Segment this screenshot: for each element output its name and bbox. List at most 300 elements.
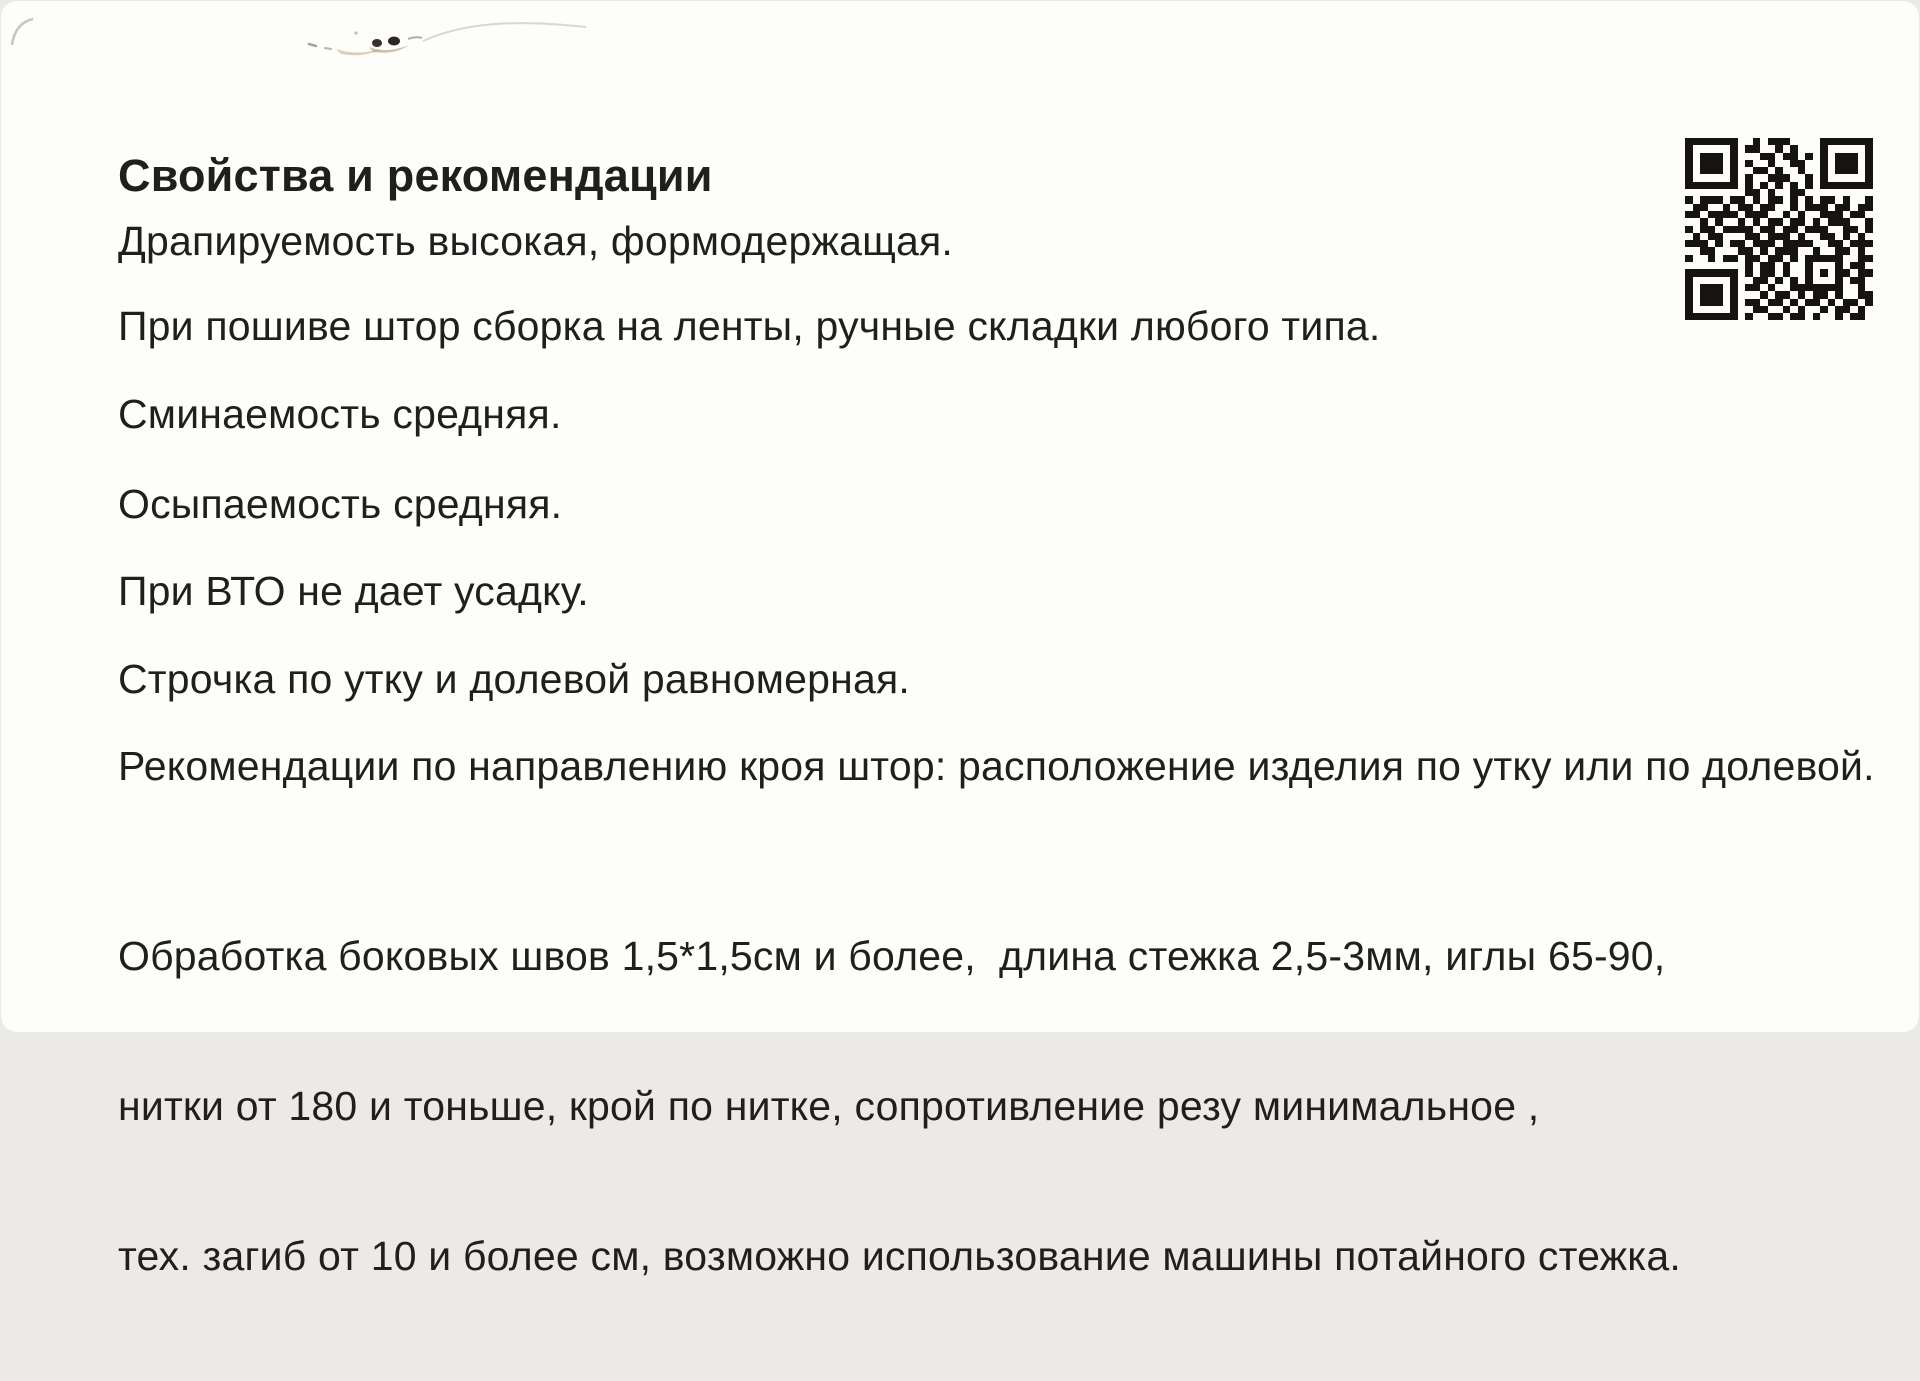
qr-module	[1813, 153, 1821, 160]
qr-module	[1723, 313, 1731, 320]
qr-module	[1753, 226, 1761, 233]
qr-module	[1820, 240, 1828, 247]
qr-module	[1858, 262, 1866, 269]
qr-module	[1730, 284, 1738, 291]
qr-module	[1828, 211, 1836, 218]
qr-module	[1700, 226, 1708, 233]
qr-module	[1790, 247, 1798, 254]
qr-module	[1850, 167, 1858, 174]
qr-module	[1738, 138, 1746, 145]
qr-module	[1835, 204, 1843, 211]
qr-module	[1730, 233, 1738, 240]
qr-module	[1865, 182, 1873, 189]
qr-module	[1700, 269, 1708, 276]
qr-module	[1850, 240, 1858, 247]
qr-module	[1708, 269, 1716, 276]
qr-module	[1708, 313, 1716, 320]
qr-module	[1745, 138, 1753, 145]
qr-module	[1768, 255, 1776, 262]
qr-module	[1820, 153, 1828, 160]
qr-module	[1850, 226, 1858, 233]
qr-module	[1775, 226, 1783, 233]
qr-module	[1828, 182, 1836, 189]
qr-module	[1685, 167, 1693, 174]
qr-module	[1760, 291, 1768, 298]
qr-module	[1843, 138, 1851, 145]
qr-module	[1715, 189, 1723, 196]
qr-module	[1828, 291, 1836, 298]
qr-module	[1835, 233, 1843, 240]
qr-module	[1835, 174, 1843, 181]
qr-module	[1820, 167, 1828, 174]
qr-module	[1865, 138, 1873, 145]
qr-module	[1835, 167, 1843, 174]
qr-module	[1820, 313, 1828, 320]
qr-module	[1790, 269, 1798, 276]
qr-module	[1805, 226, 1813, 233]
qr-module	[1768, 313, 1776, 320]
qr-module	[1753, 189, 1761, 196]
qr-module	[1685, 182, 1693, 189]
qr-module	[1783, 189, 1791, 196]
qr-module	[1783, 240, 1791, 247]
qr-module	[1775, 145, 1783, 152]
qr-module	[1828, 153, 1836, 160]
qr-module	[1753, 182, 1761, 189]
qr-module	[1723, 138, 1731, 145]
page-title: Свойства и рекомендации	[118, 150, 713, 202]
qr-module	[1708, 233, 1716, 240]
qr-module	[1700, 255, 1708, 262]
qr-module	[1760, 299, 1768, 306]
qr-module	[1858, 138, 1866, 145]
qr-module	[1700, 313, 1708, 320]
qr-module	[1835, 299, 1843, 306]
qr-module	[1805, 189, 1813, 196]
qr-module	[1835, 138, 1843, 145]
qr-module	[1820, 196, 1828, 203]
qr-module	[1715, 204, 1723, 211]
qr-module	[1730, 247, 1738, 254]
qr-module	[1685, 160, 1693, 167]
qr-module	[1843, 284, 1851, 291]
qr-code	[1685, 138, 1873, 320]
qr-module	[1858, 153, 1866, 160]
qr-module	[1685, 233, 1693, 240]
qr-module	[1783, 262, 1791, 269]
qr-module	[1753, 196, 1761, 203]
qr-module	[1828, 313, 1836, 320]
qr-module	[1723, 226, 1731, 233]
qr-module	[1790, 196, 1798, 203]
qr-module	[1745, 153, 1753, 160]
qr-module	[1858, 145, 1866, 152]
qr-module	[1693, 313, 1701, 320]
qr-module	[1715, 218, 1723, 225]
qr-module	[1723, 167, 1731, 174]
qr-module	[1708, 277, 1716, 284]
qr-module	[1760, 262, 1768, 269]
qr-module	[1865, 313, 1873, 320]
qr-module	[1693, 284, 1701, 291]
qr-module	[1783, 182, 1791, 189]
qr-module	[1753, 262, 1761, 269]
qr-module	[1768, 240, 1776, 247]
body-line-crease: Сминаемость средняя.	[118, 391, 562, 437]
qr-module	[1835, 196, 1843, 203]
qr-module	[1730, 196, 1738, 203]
qr-module	[1828, 247, 1836, 254]
qr-module	[1730, 226, 1738, 233]
qr-module	[1693, 240, 1701, 247]
qr-module	[1745, 313, 1753, 320]
qr-module	[1715, 247, 1723, 254]
qr-module	[1685, 277, 1693, 284]
qr-module	[1738, 247, 1746, 254]
qr-module	[1850, 284, 1858, 291]
qr-module	[1738, 313, 1746, 320]
qr-module	[1738, 189, 1746, 196]
qr-module	[1753, 277, 1761, 284]
qr-module	[1745, 226, 1753, 233]
qr-module	[1715, 284, 1723, 291]
qr-module	[1738, 167, 1746, 174]
qr-module	[1768, 218, 1776, 225]
qr-module	[1798, 240, 1806, 247]
qr-module	[1738, 160, 1746, 167]
qr-module	[1835, 153, 1843, 160]
qr-module	[1828, 255, 1836, 262]
qr-module	[1730, 313, 1738, 320]
qr-module	[1753, 313, 1761, 320]
qr-module	[1843, 189, 1851, 196]
qr-module	[1805, 291, 1813, 298]
qr-module	[1805, 299, 1813, 306]
qr-module	[1820, 255, 1828, 262]
qr-module	[1813, 277, 1821, 284]
qr-module	[1738, 218, 1746, 225]
qr-module	[1768, 204, 1776, 211]
qr-module	[1730, 145, 1738, 152]
qr-module	[1693, 160, 1701, 167]
qr-module	[1790, 189, 1798, 196]
qr-module	[1730, 138, 1738, 145]
qr-module	[1805, 306, 1813, 313]
qr-module	[1745, 291, 1753, 298]
qr-module	[1850, 255, 1858, 262]
qr-module	[1700, 196, 1708, 203]
qr-module	[1768, 138, 1776, 145]
qr-module	[1723, 269, 1731, 276]
qr-module	[1790, 218, 1798, 225]
qr-module	[1730, 160, 1738, 167]
qr-module	[1790, 255, 1798, 262]
qr-module	[1738, 204, 1746, 211]
qr-module	[1723, 196, 1731, 203]
qr-module	[1708, 211, 1716, 218]
qr-module	[1693, 299, 1701, 306]
qr-module	[1700, 145, 1708, 152]
qr-module	[1843, 291, 1851, 298]
qr-module	[1738, 269, 1746, 276]
qr-module	[1820, 174, 1828, 181]
qr-module	[1813, 291, 1821, 298]
body-line-cut-recommendation: Рекомендации по направлению кроя штор: расположение изделия по утку или по долевой.	[118, 743, 1875, 789]
qr-module	[1760, 255, 1768, 262]
qr-module	[1760, 204, 1768, 211]
qr-module	[1858, 291, 1866, 298]
qr-module	[1738, 211, 1746, 218]
qr-module	[1813, 233, 1821, 240]
qr-module	[1685, 138, 1693, 145]
qr-module	[1738, 277, 1746, 284]
qr-module	[1760, 182, 1768, 189]
qr-module	[1708, 291, 1716, 298]
qr-module	[1760, 284, 1768, 291]
qr-module	[1685, 291, 1693, 298]
qr-module	[1700, 138, 1708, 145]
qr-module	[1708, 226, 1716, 233]
qr-module	[1760, 138, 1768, 145]
qr-module	[1783, 306, 1791, 313]
qr-module	[1745, 211, 1753, 218]
qr-module	[1813, 313, 1821, 320]
qr-module	[1708, 240, 1716, 247]
body-line-drape: Драпируемость высокая, формодержащая.	[118, 218, 954, 264]
qr-module	[1760, 153, 1768, 160]
qr-module	[1700, 284, 1708, 291]
qr-module	[1738, 182, 1746, 189]
paragraph-line-3: тех. загиб от 10 и более см, возможно использование машины потайного стежка.	[118, 1233, 1681, 1279]
qr-module	[1768, 167, 1776, 174]
qr-module	[1708, 189, 1716, 196]
qr-module	[1835, 291, 1843, 298]
qr-module	[1843, 167, 1851, 174]
qr-module	[1798, 160, 1806, 167]
qr-module	[1783, 269, 1791, 276]
qr-module	[1865, 153, 1873, 160]
qr-module	[1723, 306, 1731, 313]
qr-module	[1805, 284, 1813, 291]
qr-module	[1745, 174, 1753, 181]
qr-module	[1813, 196, 1821, 203]
body-line-stitch: Строчка по утку и долевой равномерная.	[118, 656, 910, 702]
qr-module	[1828, 269, 1836, 276]
qr-module	[1768, 226, 1776, 233]
qr-module	[1685, 255, 1693, 262]
qr-module	[1700, 306, 1708, 313]
qr-module	[1828, 138, 1836, 145]
qr-module	[1858, 167, 1866, 174]
qr-module	[1798, 153, 1806, 160]
qr-module	[1715, 240, 1723, 247]
qr-module	[1723, 291, 1731, 298]
qr-module	[1783, 291, 1791, 298]
qr-module	[1828, 277, 1836, 284]
qr-module	[1813, 306, 1821, 313]
body-line-sewing: При пошиве штор сборка на ленты, ручные складки любого типа.	[118, 303, 1381, 349]
qr-module	[1753, 269, 1761, 276]
qr-module	[1753, 204, 1761, 211]
qr-module	[1768, 182, 1776, 189]
qr-module	[1715, 138, 1723, 145]
qr-module	[1820, 277, 1828, 284]
qr-module	[1730, 218, 1738, 225]
qr-module	[1760, 167, 1768, 174]
qr-module	[1858, 174, 1866, 181]
qr-module	[1775, 196, 1783, 203]
qr-module	[1805, 145, 1813, 152]
qr-module	[1753, 174, 1761, 181]
qr-module	[1798, 218, 1806, 225]
qr-module	[1813, 262, 1821, 269]
qr-module	[1768, 174, 1776, 181]
qr-module	[1738, 153, 1746, 160]
scanned-label-page	[1, 1, 1919, 1279]
qr-module	[1693, 255, 1701, 262]
qr-module	[1760, 240, 1768, 247]
qr-module	[1850, 299, 1858, 306]
qr-module	[1775, 240, 1783, 247]
qr-module	[1783, 299, 1791, 306]
qr-module	[1730, 306, 1738, 313]
qr-module	[1715, 160, 1723, 167]
qr-module	[1775, 291, 1783, 298]
qr-module	[1783, 167, 1791, 174]
qr-module	[1820, 284, 1828, 291]
qr-module	[1730, 182, 1738, 189]
qr-module	[1768, 247, 1776, 254]
qr-module	[1685, 284, 1693, 291]
qr-module	[1700, 291, 1708, 298]
qr-module	[1850, 306, 1858, 313]
qr-module	[1693, 247, 1701, 254]
qr-module	[1775, 138, 1783, 145]
qr-module	[1790, 299, 1798, 306]
qr-module	[1805, 211, 1813, 218]
qr-module	[1700, 189, 1708, 196]
qr-module	[1858, 196, 1866, 203]
qr-module	[1798, 277, 1806, 284]
qr-module	[1798, 313, 1806, 320]
qr-module	[1805, 269, 1813, 276]
qr-module	[1745, 167, 1753, 174]
qr-module	[1730, 269, 1738, 276]
qr-module	[1865, 306, 1873, 313]
qr-module	[1745, 284, 1753, 291]
qr-module	[1768, 153, 1776, 160]
qr-module	[1850, 277, 1858, 284]
qr-module	[1843, 240, 1851, 247]
qr-module	[1813, 299, 1821, 306]
qr-module	[1693, 291, 1701, 298]
qr-module	[1775, 174, 1783, 181]
scan-corner-artifact	[7, 15, 43, 51]
qr-module	[1708, 174, 1716, 181]
qr-module	[1783, 204, 1791, 211]
qr-module	[1865, 262, 1873, 269]
qr-module	[1738, 291, 1746, 298]
qr-module	[1730, 153, 1738, 160]
qr-module	[1738, 226, 1746, 233]
qr-module	[1700, 277, 1708, 284]
qr-module	[1798, 255, 1806, 262]
qr-module	[1685, 145, 1693, 152]
qr-module	[1775, 189, 1783, 196]
paragraph-line-1: Обработка боковых швов 1,5*1,5см и более, длина стежка 2,5-3мм, иглы 65-90,	[118, 933, 1666, 979]
qr-module	[1843, 233, 1851, 240]
qr-module	[1858, 277, 1866, 284]
qr-module	[1843, 313, 1851, 320]
qr-module	[1760, 313, 1768, 320]
qr-module	[1805, 167, 1813, 174]
qr-module	[1850, 269, 1858, 276]
qr-module	[1813, 189, 1821, 196]
qr-module	[1820, 306, 1828, 313]
qr-module	[1798, 145, 1806, 152]
qr-module	[1820, 160, 1828, 167]
qr-module	[1753, 167, 1761, 174]
qr-module	[1685, 153, 1693, 160]
qr-module	[1745, 218, 1753, 225]
qr-module	[1828, 240, 1836, 247]
qr-module	[1790, 174, 1798, 181]
qr-module	[1813, 240, 1821, 247]
qr-module	[1798, 291, 1806, 298]
qr-module	[1685, 247, 1693, 254]
qr-module	[1813, 218, 1821, 225]
qr-module	[1768, 299, 1776, 306]
qr-module	[1723, 240, 1731, 247]
qr-module	[1790, 277, 1798, 284]
qr-module	[1685, 306, 1693, 313]
qr-module	[1760, 269, 1768, 276]
qr-module	[1805, 240, 1813, 247]
qr-module	[1753, 233, 1761, 240]
qr-module	[1865, 233, 1873, 240]
qr-module	[1693, 145, 1701, 152]
qr-module	[1753, 218, 1761, 225]
qr-module	[1693, 233, 1701, 240]
qr-module	[1715, 262, 1723, 269]
qr-module	[1730, 204, 1738, 211]
qr-module	[1865, 291, 1873, 298]
qr-module	[1745, 255, 1753, 262]
qr-module	[1730, 189, 1738, 196]
qr-module	[1828, 226, 1836, 233]
qr-module	[1753, 306, 1761, 313]
qr-module	[1745, 233, 1753, 240]
qr-module	[1738, 233, 1746, 240]
qr-module	[1790, 226, 1798, 233]
qr-module	[1685, 204, 1693, 211]
qr-module	[1775, 247, 1783, 254]
qr-module	[1843, 277, 1851, 284]
qr-module	[1715, 196, 1723, 203]
qr-module	[1708, 153, 1716, 160]
qr-module	[1715, 211, 1723, 218]
qr-module	[1805, 174, 1813, 181]
qr-module	[1700, 204, 1708, 211]
body-line-vto: При ВТО не дает усадку.	[118, 568, 589, 614]
qr-module	[1715, 313, 1723, 320]
ink-smudge-artifact	[281, 9, 611, 73]
qr-module	[1828, 174, 1836, 181]
qr-module	[1843, 182, 1851, 189]
qr-module	[1768, 233, 1776, 240]
qr-module	[1865, 204, 1873, 211]
qr-module	[1745, 160, 1753, 167]
